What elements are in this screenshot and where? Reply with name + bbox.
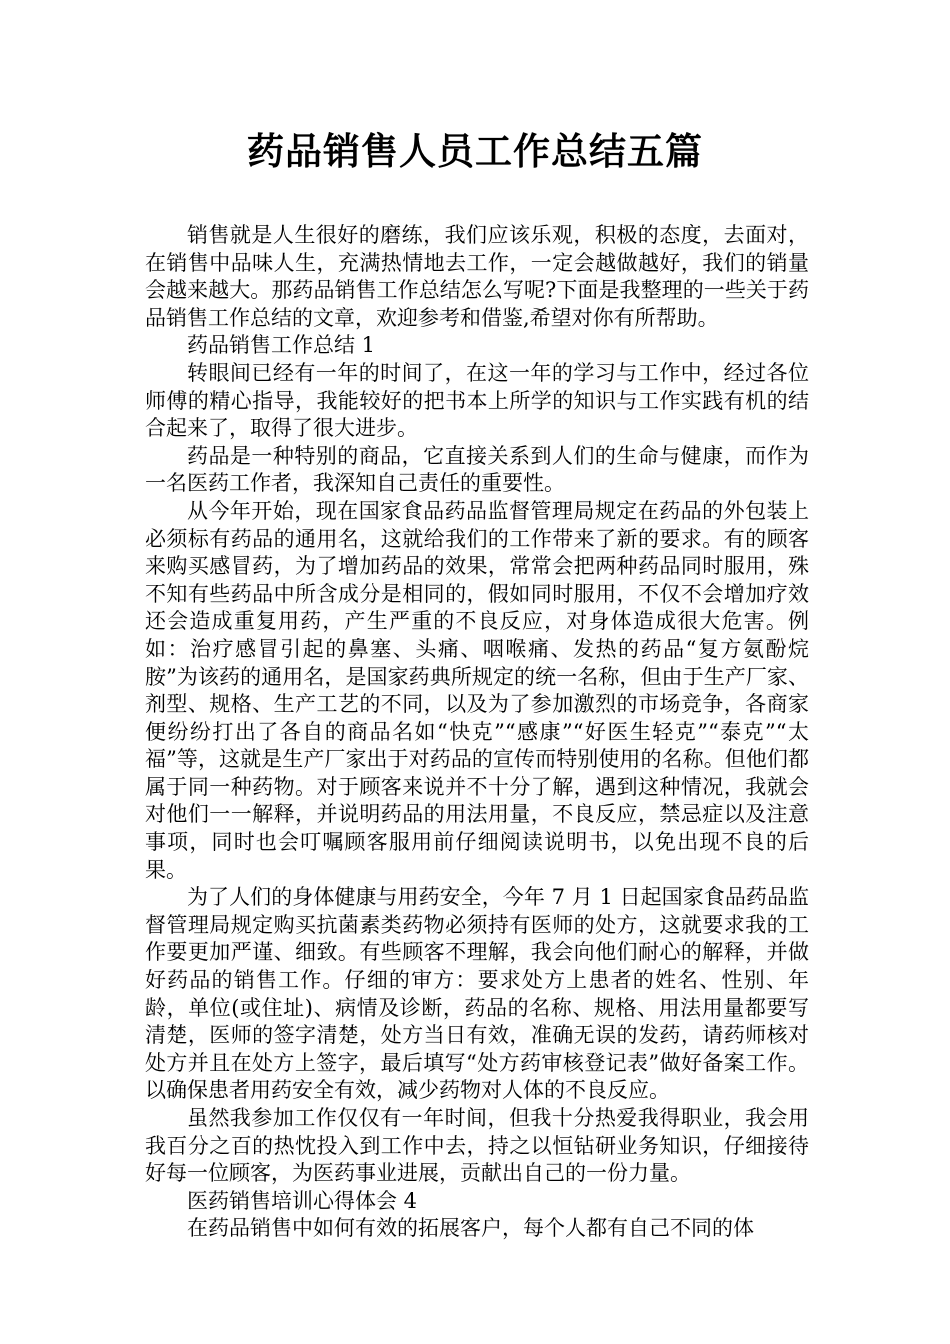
paragraph: 转眼间已经有一年的时间了，在这一年的学习与工作中，经过各位师傅的精心指导，我能较好的把书本上所学的知识与工作实践有机的结合起来了，取得了很大进步。 [145,360,809,441]
paragraph: 从今年开始，现在国家食品药品监督管理局规定在药品的外包装上必须标有药品的通用名，这就给我们的工作带来了新的要求。有的顾客来购买感冒药，为了增加药品的效果，常常会把两种药品同时服用，殊不知有些药品中所含成分是相同的，假如同时服用，不仅不会增加疗效还会造成重复用药，产生严重的不良反应，对身体造成很大危害。例如：治疗感冒引起的鼻塞、头痛、咽喉痛、发热的药品“复方氨酚烷胺”为该药的通用名，是国家药典所规定的统一名称，但由于生产厂家、剂型、规格、生产工艺的不同，以及为了参加激烈的市场竞争，各商家便纷纷打出了各自的商品名如“快克”“感康”“好医生轻克”“泰克”“太福”等，这就是生产厂家出于对药品的宣传而特别使用的名称。但他们都属于同一种药物。对于顾客来说并不十分了解，遇到这种情况，我就会对他们一一解释，并说明药品的用法用量，不良反应，禁忌症以及注意事项，同时也会叮嘱顾客服用前仔细阅读说明书，以免出现不良的后果。 [145,498,809,882]
paragraph: 虽然我参加工作仅仅有一年时间，但我十分热爱我得职业，我会用我百分之百的热忱投入到工作中去，持之以恒钻研业务知识，仔细接待好每一位顾客，为医药事业进展，贡献出自己的一份力量。 [145,1106,809,1186]
paragraph-intro: 销售就是人生很好的磨练，我们应该乐观，积极的态度，去面对，在销售中品味人生，充满热情地去工作，一定会越做越好，我们的销量会越来越大。那药品销售工作总结怎么写呢?下面是我整理的一些关于药品销售工作总结的文章，欢迎参考和借鉴,希望对你有所帮助。 [145,223,809,330]
paragraph: 药品是一种特别的商品，它直接关系到人们的生命与健康，而作为一名医药工作者，我深知自己责任的重要性。 [145,443,809,496]
document-body [145,222,809,1243]
section-heading-1: 药品销售工作总结 1 [187,333,376,358]
document-title: 药品销售人员工作总结五篇 [247,130,703,173]
paragraph: 为了人们的身体健康与用药安全，今年 7 月 1 日起国家食品药品监督管理局规定购买抗菌素类药物必须持有医师的处方，这就要求我的工作要更加严谨、细致。有些顾客不理解，我会向他们耐心的解释，并做好药品的销售工作。仔细的审方：要求处方上患者的姓名、性别、年龄，单位(或住址)、病情及诊断，药品的名称、规格、用法用量都要写清楚，医师的签字清楚，处方当日有效，准确无误的发药，请药师核对处方并且在处方上签字，最后填写“处方药审核登记表”做好备案工作。以确保患者用药安全有效，减少药物对人体的不良反应。 [145,885,809,1103]
paragraph: 在药品销售中如何有效的拓展客户，每个人都有自己不同的体 [187,1216,754,1241]
section-heading-4: 医药销售培训心得体会 4 [187,1188,418,1213]
